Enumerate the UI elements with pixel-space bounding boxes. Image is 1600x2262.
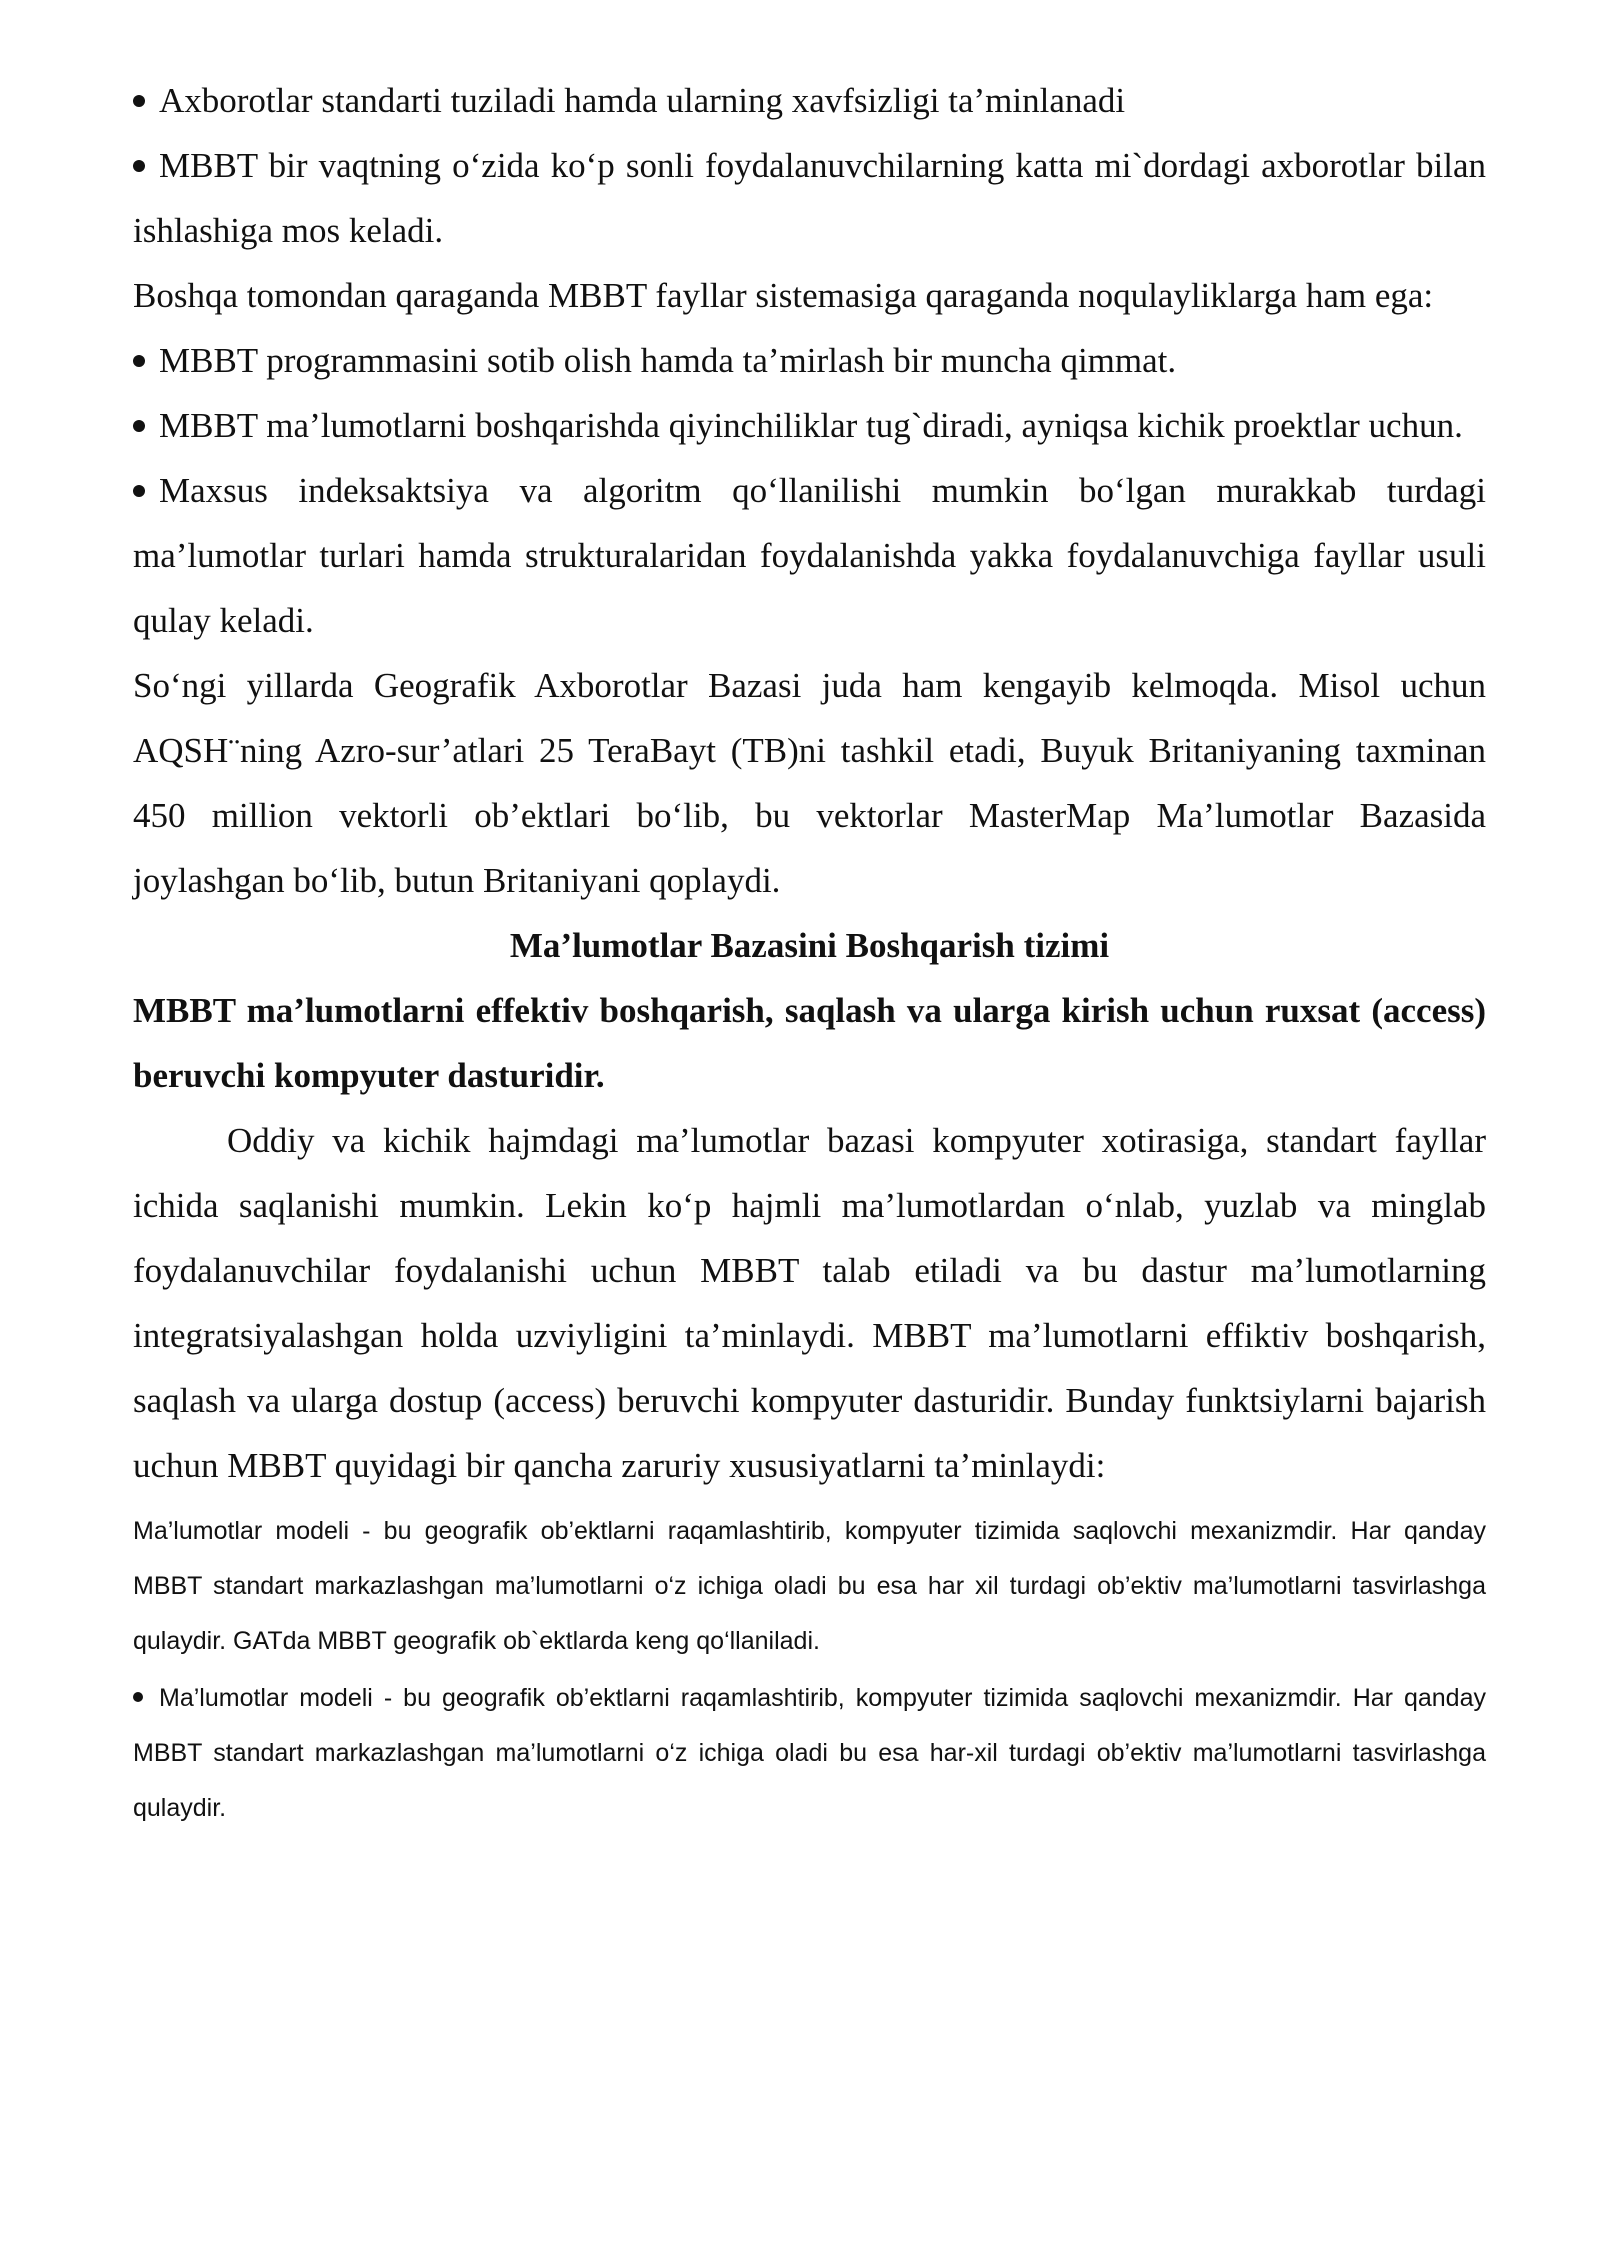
definition-paragraph: MBBT ma’lumotlarni effektiv boshqarish, saqlash va ularga kirish uchun ruxsat (access) beruvchi kompyuter dasturidir. xyxy=(133,991,1486,1095)
bullet-item xyxy=(133,458,1486,653)
paragraph-main: Oddiy va kichik hajmdagi ma’lumotlar bazasi kompyuter xotirasiga, standart fayllar ichida saqlanishi mumkin. Lekin ko‘p hajmli ma’lumotlardan o‘nlab, yuzlab va minglab foydalanuvchilar foydalanishi uchun MBBT talab etiladi va bu dastur ma’lumotlarning integratsiyalashgan holda uzviyligini ta’minlaydi. MBBT ma’lumotlarni effiktiv boshqarish, saqlash va ularga dostup (access) beruvchi kompyuter dasturidir. Bunday funktsiylarni bajarish uchun MBBT quyidagi bir qancha zaruriy xususiyatlarni ta’minlaydi: xyxy=(133,1121,1486,1485)
bullet-icon xyxy=(133,1692,143,1702)
bullet-icon xyxy=(133,355,145,367)
bullet-text: Axborotlar standarti tuziladi hamda ularning xavfsizligi ta’minlanadi xyxy=(159,81,1126,120)
bullet-text: MBBT ma’lumotlarni boshqarishda qiyinchiliklar tug`diradi, ayniqsa kichik proektlar uchun. xyxy=(159,406,1463,445)
bullet-icon xyxy=(133,420,145,432)
bullet-item xyxy=(133,393,1486,458)
bullet-text: Maxsus indeksaktsiya va algoritm qo‘llanilishi mumkin bo‘lgan murakkab turdagi ma’lumotlar turlari hamda strukturalaridan foydalanishda yakka foydalanuvchiga fayllar usuli qulay keladi. xyxy=(133,471,1486,640)
bullet-icon xyxy=(133,160,145,172)
paragraph-recent-years: So‘ngi yillarda Geografik Axborotlar Bazasi juda ham kengayib kelmoqda. Misol uchun AQSH¨ning Azro-sur’atlari 25 TeraBayt (TB)ni tashkil etadi, Buyuk Britaniyaning taxminan 450 million vektorli ob’ektlari bo‘lib, bu vektorlar MasterMap Ma’lumotlar Bazasida joylashgan bo‘lib, butun Britaniyani qoplaydi. xyxy=(133,666,1486,900)
document-page xyxy=(133,68,1486,1836)
paragraph-data-model: Ma’lumotlar modeli - bu geografik ob’ektlarni raqamlashtirib, kompyuter tizimida saqlovchi mexanizmdir. Har qanday MBBT standart markazlashgan ma’lumotlarni o‘z ichiga oladi bu esa har xil turdagi ob’ektiv ma’lumotlarni tasvirlashga qulaydir. GATda MBBT geografik ob`ektlarda keng qo‘llaniladi. xyxy=(133,1517,1486,1655)
bullet-item xyxy=(133,68,1486,133)
bullet-item xyxy=(133,328,1486,393)
paragraph-disadvantages-intro: Boshqa tomondan qaraganda MBBT fayllar sistemasiga qaraganda noqulayliklarga ham ega: xyxy=(133,276,1434,315)
bullet-item xyxy=(133,133,1486,263)
bullet-item-data-model xyxy=(133,1671,1486,1836)
bullet-text: MBBT bir vaqtning o‘zida ko‘p sonli foydalanuvchilarning katta mi`dordagi axborotlar bilan ishlashiga mos keladi. xyxy=(133,146,1486,250)
bullet-text: Ma’lumotlar modeli - bu geografik ob’ektlarni raqamlashtirib, kompyuter tizimida saqlovchi mexanizmdir. Har qanday MBBT standart markazlashgan ma’lumotlarni o‘z ichiga oladi bu esa har-xil turdagi ob’ektiv ma’lumotlarni tasvirlashga qulaydir. xyxy=(133,1684,1486,1822)
section-heading: Ma’lumotlar Bazasini Boshqarish tizimi xyxy=(509,926,1110,965)
bullet-icon xyxy=(133,485,145,497)
bullet-text: MBBT programmasini sotib olish hamda ta’mirlash bir muncha qimmat. xyxy=(159,341,1177,380)
bullet-icon xyxy=(133,95,145,107)
